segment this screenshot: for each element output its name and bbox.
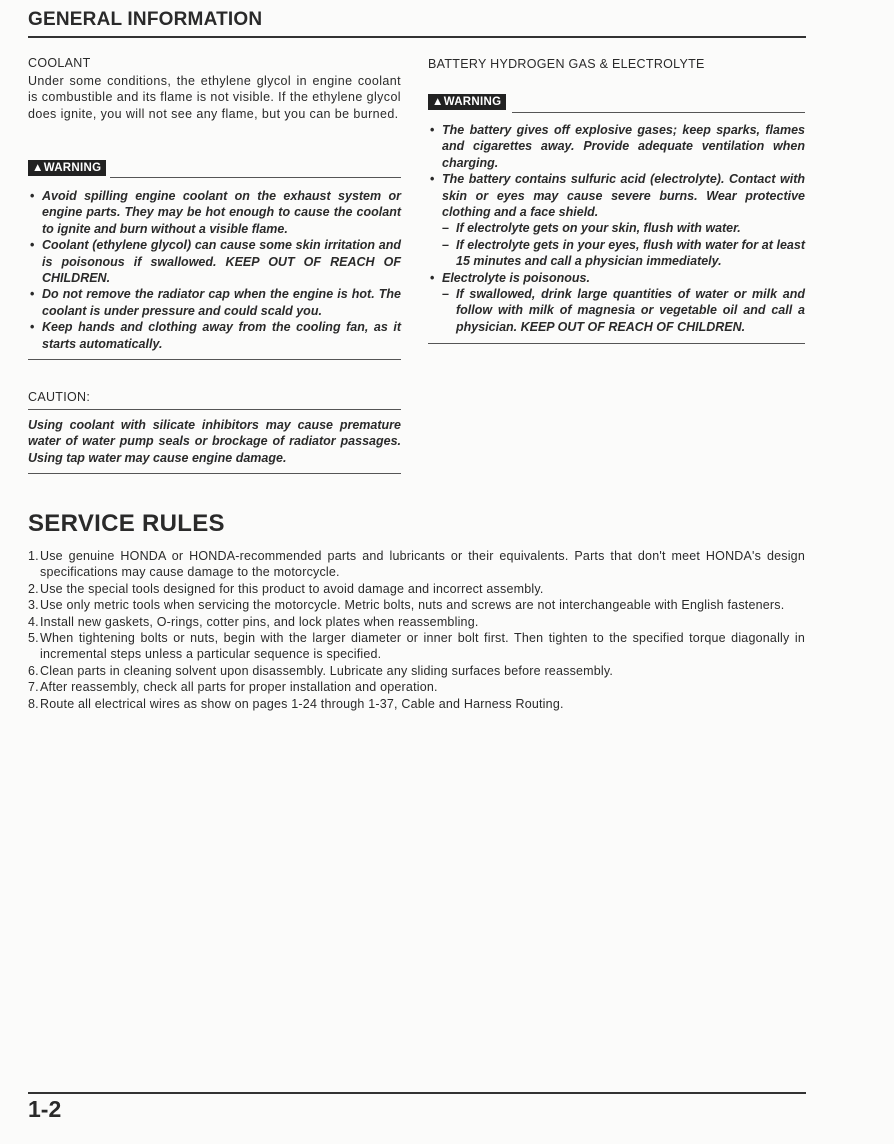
list-item: • Keep hands and clothing away from the cooling fan, as it starts automatically. (28, 319, 401, 352)
battery-warning-label: WARNING (443, 96, 502, 108)
caution-rule-top (28, 409, 401, 410)
item-number: 5. (28, 631, 39, 646)
coolant-warning-rule (110, 177, 401, 178)
list-item-text: The battery contains sulfuric acid (electrolyte). Contact with skin or eyes may cause severe burns. Wear protective clothing and a face shield. (442, 172, 805, 220)
item-number: 7. (28, 680, 39, 695)
coolant-warning-list (28, 188, 401, 352)
item-number: 2. (28, 581, 39, 596)
sub-list (442, 286, 805, 335)
list-item (428, 171, 805, 269)
list-item: • Avoid spilling engine coolant on the exhaust system or engine parts. They may be hot enough to cause the coolant to ignite and burn without a visible flame. (28, 188, 401, 237)
item-text: Install new gaskets, O-rings, cotter pins, and lock plates when reassembling. (40, 614, 479, 629)
list-item: • Coolant (ethylene glycol) can cause some skin irritation and is poisonous if swallowed. KEEP OUT OF REACH OF CHILDREN. (28, 237, 401, 286)
list-item-text: Electrolyte is poisonous. (442, 270, 590, 285)
item-text: Route all electrical wires as show on pages 1-24 through 1-37, Cable and Harness Routing. (40, 696, 564, 711)
list-item (28, 663, 805, 679)
sub-list-item: – If electrolyte gets in your eyes, flush with water for at least 15 minutes and call a physician immediately. (442, 237, 805, 270)
coolant-body: Under some conditions, the ethylene glycol in engine coolant is combustible and its flame is not visible. If the ethylene glycol does ignite, you will not see any flame, but you can be burned. (28, 74, 401, 121)
coolant-warning-label: WARNING (43, 162, 102, 174)
warning-triangle-icon: ▲ (32, 162, 44, 174)
service-rules-title: SERVICE RULES (28, 510, 225, 537)
item-text: Use only metric tools when servicing the motorcycle. Metric bolts, nuts and screws are not interchangeable with English fasteners. (40, 598, 785, 613)
list-item (28, 548, 805, 581)
service-rules-list (28, 548, 805, 712)
item-text: Clean parts in cleaning solvent upon disassembly. Lubricate any sliding surfaces before reassembly. (40, 663, 614, 678)
item-text: Use the special tools designed for this product to avoid damage and incorrect assembly. (40, 581, 544, 596)
sub-list (442, 220, 805, 269)
item-number: 4. (28, 614, 39, 629)
list-item: • Do not remove the radiator cap when the engine is hot. The coolant is under pressure and could scald you. (28, 286, 401, 319)
warning-triangle-icon: ▲ (432, 96, 444, 108)
coolant-heading: COOLANT (28, 56, 91, 70)
item-text: When tightening bolts or nuts, begin with the larger diameter or inner bolt first. Then tighten to the specified torque diagonally in incremental steps unless a particular sequence is specified. (40, 631, 805, 662)
list-item (28, 630, 805, 663)
battery-warning-end-rule (428, 343, 805, 344)
list-item (28, 581, 805, 597)
coolant-warning-end-rule (28, 359, 401, 360)
item-number: 1. (28, 549, 39, 563)
page-number: 1-2 (28, 1096, 62, 1122)
page-header-title: GENERAL INFORMATION (28, 9, 263, 30)
item-number: 6. (28, 663, 39, 678)
sub-list-item: – If electrolyte gets on your skin, flush with water. (442, 220, 805, 236)
list-item (28, 614, 805, 630)
caution-body: Using coolant with silicate inhibitors may cause premature water of water pump seals or brockage of radiator passages. Using tap water may cause engine damage. (28, 418, 401, 465)
list-item (428, 270, 805, 336)
battery-warning-rule (512, 112, 805, 113)
sub-list-item: – If swallowed, drink large quantities of water or milk and follow with milk of magnesia or vegetable oil and call a physician. KEEP OUT OF REACH OF CHILDREN. (442, 286, 805, 335)
battery-warning-list (428, 122, 805, 335)
caution-heading: CAUTION: (28, 390, 91, 404)
header-rule (28, 36, 806, 38)
caution-rule-bottom (28, 473, 401, 474)
list-item (28, 696, 805, 712)
item-number: 3. (28, 598, 39, 613)
item-text: Use genuine HONDA or HONDA-recommended parts and lubricants or their equivalents. Parts that don't meet HONDA's design specifications may cause damage to the motorcycle. (40, 549, 805, 580)
list-item (28, 597, 805, 613)
coolant-warning-badge (28, 160, 106, 176)
footer-rule (28, 1092, 806, 1094)
battery-warning-badge (428, 94, 506, 110)
battery-heading: BATTERY HYDROGEN GAS & ELECTROLYTE (428, 57, 705, 71)
item-text: After reassembly, check all parts for proper installation and operation. (40, 680, 438, 695)
list-item (28, 679, 805, 695)
item-number: 8. (28, 696, 39, 711)
list-item: • The battery gives off explosive gases; keep sparks, flames and cigarettes away. Provide adequate ventilation when charging. (428, 122, 805, 171)
